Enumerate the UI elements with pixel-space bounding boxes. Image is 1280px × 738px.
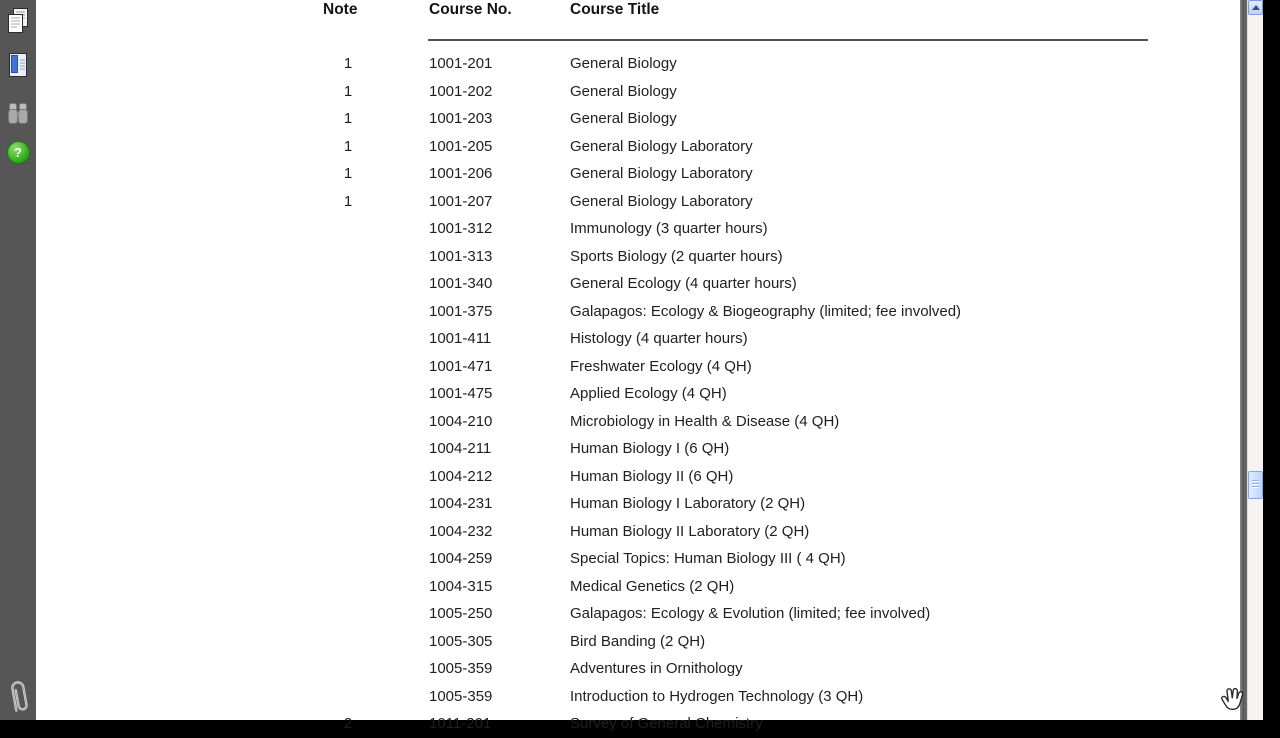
cell-note: 1	[343, 192, 353, 210]
bookmarks-panel-button[interactable]	[0, 49, 36, 81]
cell-course-no: 1001-205	[429, 137, 493, 155]
cell-course-title: Immunology (3 quarter hours)	[570, 220, 768, 238]
cell-course-title: Applied Ecology (4 QH)	[570, 385, 727, 403]
letterbox-right	[1263, 0, 1280, 720]
table-row	[36, 160, 1240, 188]
cell-course-title: General Biology	[570, 82, 677, 100]
cell-course-no: 1001-202	[429, 82, 493, 100]
table-row	[36, 380, 1240, 408]
thumb-grip	[1252, 480, 1259, 481]
cell-note: 2	[343, 715, 353, 733]
cell-course-title: Microbiology in Health & Disease (4 QH)	[570, 412, 840, 430]
table-row	[36, 655, 1240, 683]
cell-course-title: Introduction to Hydrogen Technology (3 QH)	[570, 687, 864, 705]
cell-course-no: 1004-212	[429, 467, 493, 485]
cell-course-title: Human Biology II (6 QH)	[570, 467, 734, 485]
cell-course-no: 1004-232	[429, 522, 493, 540]
cell-note: 1	[343, 55, 353, 73]
cell-course-no: 1005-359	[429, 687, 493, 705]
cell-course-no: 1001-207	[429, 192, 493, 210]
scroll-up-arrow-icon	[1252, 5, 1260, 10]
cell-course-title: General Ecology (4 quarter hours)	[570, 275, 797, 293]
cell-course-title: Galapagos: Ecology & Evolution (limited; fee involved)	[570, 605, 931, 623]
help-icon	[7, 141, 30, 164]
cell-course-title: Human Biology I (6 QH)	[570, 440, 730, 458]
table-row	[36, 463, 1240, 491]
table-row	[36, 435, 1240, 463]
cell-course-title: Adventures in Ornithology	[570, 660, 743, 678]
table-row	[36, 105, 1240, 133]
document-page	[36, 0, 1240, 733]
cell-course-no: 1001-313	[429, 247, 493, 265]
vertical-scrollbar[interactable]	[1247, 0, 1263, 720]
thumb-grip	[1252, 483, 1259, 484]
search-binoculars-icon	[7, 101, 29, 127]
cell-course-no: 1001-203	[429, 110, 493, 128]
cell-course-title: Survey of General Chemistry	[570, 715, 763, 733]
pages-panel-button[interactable]	[0, 5, 36, 37]
table-row	[36, 573, 1240, 601]
cell-course-no: 1005-305	[429, 632, 493, 650]
table-row	[36, 215, 1240, 243]
table-row	[36, 188, 1240, 216]
cell-note: 1	[343, 165, 353, 183]
header-rule	[428, 39, 1148, 41]
page-edge-divider	[1240, 0, 1247, 720]
cell-course-no: 1001-340	[429, 275, 493, 293]
cell-note: 1	[343, 137, 353, 155]
cell-course-title: Galapagos: Ecology & Biogeography (limited; fee involved)	[570, 302, 962, 320]
cell-course-no: 1004-315	[429, 577, 493, 595]
cell-course-no: 1004-211	[429, 440, 492, 458]
cell-course-no: 1004-259	[429, 550, 493, 568]
cell-course-title: General Biology Laboratory	[570, 165, 753, 183]
attachments-paperclip-icon	[2, 676, 34, 718]
cell-note: 1	[343, 82, 353, 100]
cell-course-no: 1001-312	[429, 220, 493, 238]
help-button[interactable]	[0, 136, 36, 168]
cell-course-no: 1001-206	[429, 165, 493, 183]
column-header-course-title: Course Title	[570, 1, 660, 18]
cell-course-title: Sports Biology (2 quarter hours)	[570, 247, 783, 265]
cell-course-title: Medical Genetics (2 QH)	[570, 577, 735, 595]
table-row	[36, 78, 1240, 106]
cell-note: 1	[343, 110, 353, 128]
table-row	[36, 710, 1240, 738]
cell-course-no: 1001-475	[429, 385, 493, 403]
table-row	[36, 243, 1240, 271]
cell-course-no: 1004-231	[429, 495, 493, 513]
table-row	[36, 600, 1240, 628]
column-header-course-no: Course No.	[429, 1, 512, 18]
cell-course-title: Special Topics: Human Biology III ( 4 QH)	[570, 550, 846, 568]
table-row	[36, 50, 1240, 78]
table-row	[36, 683, 1240, 711]
thumb-grip	[1252, 486, 1259, 487]
table-row	[36, 325, 1240, 353]
cell-course-title: General Biology Laboratory	[570, 137, 753, 155]
cell-course-no: 1001-201	[429, 55, 493, 73]
table-row	[36, 298, 1240, 326]
cell-course-no: 1004-210	[429, 412, 493, 430]
cell-course-title: Histology (4 quarter hours)	[570, 330, 748, 348]
cell-course-no: 1001-471	[429, 357, 493, 375]
cell-course-no: 1001-411	[429, 330, 492, 348]
table-row	[36, 408, 1240, 436]
table-row	[36, 353, 1240, 381]
hand-cursor	[1215, 683, 1247, 717]
cell-course-no: 1001-375	[429, 302, 493, 320]
table-row	[36, 545, 1240, 573]
attachments-panel-button[interactable]	[0, 678, 36, 716]
cell-course-title: Bird Banding (2 QH)	[570, 632, 706, 650]
cell-course-no: 1011-201	[429, 715, 492, 733]
cell-course-no: 1005-250	[429, 605, 493, 623]
navigation-sidebar	[0, 0, 36, 720]
search-panel-button[interactable]	[0, 98, 36, 130]
cell-course-title: General Biology	[570, 55, 677, 73]
cell-course-no: 1005-359	[429, 660, 493, 678]
course-table-body	[36, 50, 1240, 738]
help-glyph: ?	[14, 144, 22, 160]
column-header-note: Note	[323, 1, 358, 18]
pages-icon	[6, 7, 30, 35]
table-row	[36, 133, 1240, 161]
cell-course-title: General Biology Laboratory	[570, 192, 753, 210]
bookmarks-icon	[6, 51, 30, 79]
cell-course-title: General Biology	[570, 110, 677, 128]
table-row	[36, 490, 1240, 518]
cell-course-title: Freshwater Ecology (4 QH)	[570, 357, 752, 375]
cell-course-title: Human Biology I Laboratory (2 QH)	[570, 495, 806, 513]
table-row	[36, 270, 1240, 298]
cell-course-title: Human Biology II Laboratory (2 QH)	[570, 522, 810, 540]
scroll-up-button[interactable]	[1248, 0, 1263, 15]
scrollbar-thumb[interactable]	[1248, 471, 1263, 499]
table-row	[36, 628, 1240, 656]
table-row	[36, 518, 1240, 546]
